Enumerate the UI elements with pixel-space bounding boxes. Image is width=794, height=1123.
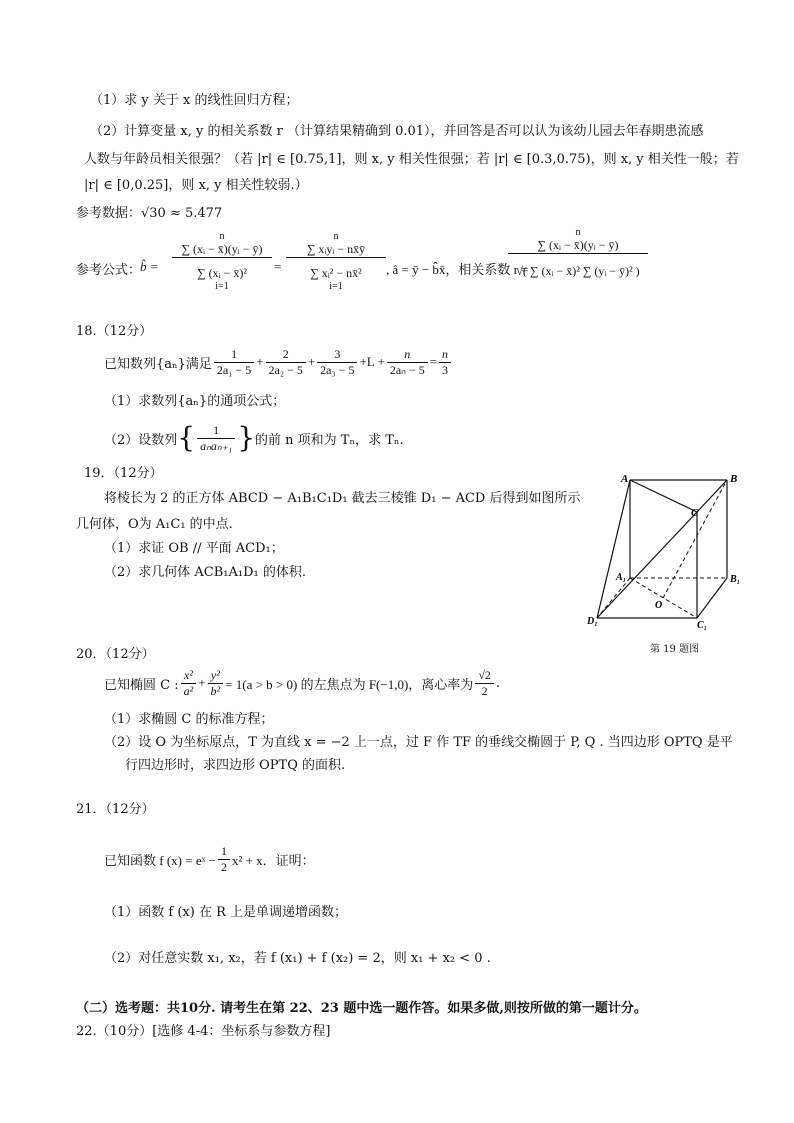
q20-intro-pre: 已知椭圆 C : (104, 677, 179, 693)
ref-a-hat: , â = ȳ − b̂x̄，相关系数 r = (386, 262, 529, 277)
q18-part2-den: aₙaₙ₊₁ (200, 438, 233, 453)
q19-part2: （2）求几何体 ACB₁A₁D₁ 的体积. (104, 565, 307, 580)
q21-intro-post: x² + x．证明： (231, 852, 315, 868)
q20-part1: （1）求椭圆 C 的标准方程； (104, 712, 274, 727)
q19-figure-caption: 第 19 题图 (650, 644, 700, 655)
label-c: C (691, 507, 699, 519)
x2: x² (181, 668, 197, 684)
q21-intro-pre: 已知函数 f (x) = eˣ − (104, 852, 216, 868)
label-a1: A₁ (616, 572, 627, 583)
x2-over-a2 (181, 668, 197, 699)
sum-bottom: i=1 (215, 281, 229, 292)
y2: y² (208, 668, 224, 684)
q19-line1: 将棱长为 2 的正方体 ABCD − A₁B₁C₁D₁ 截去三棱锥 D₁ − ACD 后得到如图所示 (104, 491, 581, 506)
label-c1: C₁ (697, 620, 708, 631)
q20-part2-line2: 行四边形时，求四边形 OPTQ 的面积. (125, 758, 346, 773)
rhs (439, 347, 451, 378)
term-n-num: n (387, 347, 428, 363)
term-1-den: 2a₁ − 5 (216, 362, 252, 377)
q18-part2: （2）设数列 { $\frac{1}{\text{aₙaₙ₊₁}}$ } 的前 n 项和为 Tₙ，求 Tₙ. (104, 421, 404, 454)
sum-top: n (219, 231, 225, 242)
q19-part1: （1）求证 OB // 平面 ACD₁； (104, 541, 284, 556)
ref-formula-label: 参考公式： (76, 263, 142, 278)
rhs-num: n (439, 347, 451, 363)
y2-over-b2 (208, 668, 224, 699)
edge-ac (630, 480, 697, 512)
q20-condition: 已知椭圆 C : $\frac{\text{x²}}{\text{a²}}$ + $\frac{\text{y²}}{\text{b²}}$ = 1(a > b > 0) 的左焦点为 F(−1,0)，离心率为 $\frac{√2}{2}$ . (104, 667, 501, 698)
q21-header: 21．（12分） (76, 802, 155, 817)
segment-ob (663, 480, 727, 598)
q19-geometry-figure (585, 468, 745, 658)
edge-ad1 (597, 480, 630, 618)
eccentricity (475, 668, 494, 699)
section2-heading: （二）选考题：共10分. 请考生在第 22、23 题中选一题作答。如果多做,则按所做的第一题计分。 (76, 1001, 647, 1016)
edge-bc (697, 480, 727, 512)
sum-top: n (575, 227, 581, 238)
q19-header: 19．（12分） (84, 466, 163, 481)
q17-reference-formula (76, 227, 696, 311)
ref-r-fraction (508, 227, 648, 279)
ref-b-fraction-1 (172, 231, 272, 292)
label-b: B (730, 473, 738, 485)
q20-part2-line1: （2）设 O 为坐标原点，T 为直线 x = −2 上一点，过 F 作 TF 的垂线交椭圆于 P, Q . 当四边形 OPTQ 是平 (104, 735, 733, 750)
ref-r-num: ∑ (xᵢ − x̄)(yᵢ − ȳ) (508, 238, 648, 254)
term-n-den: 2aₙ − 5 (389, 362, 425, 377)
q22-header: 22.（10分）[选修 4-4：坐标系与参数方程] (76, 1024, 331, 1039)
ref-b-fraction-2 (286, 231, 386, 292)
term-3-den: 2a₃ − 5 (320, 362, 355, 377)
edge-cd1 (597, 512, 697, 618)
label-o: O (655, 600, 663, 611)
rhs-den: 3 (442, 362, 449, 377)
q17-part2-line1: （2）计算变量 x, y 的相关系数 r （计算结果精确到 0.01），并回答是否可以认为该幼儿园去年春期患流感 (90, 124, 704, 139)
half-den: 2 (220, 859, 227, 874)
half-num: 1 (218, 844, 230, 860)
sum-top: n (333, 231, 339, 242)
q17-reference-data: 参考数据：√30 ≈ 5.477 (76, 206, 223, 221)
half (218, 844, 230, 875)
term-3-num: 3 (317, 347, 357, 363)
label-a: A (621, 473, 629, 485)
edge-c1b1 (697, 578, 727, 618)
q17-part2-line3: |r| ∈ [0,0.25]，则 x, y 相关性较弱.） (84, 178, 308, 193)
q18-part2-post: 的前 n 项和为 Tₙ，求 Tₙ. (255, 432, 404, 448)
term-1 (214, 347, 254, 378)
q18-part2-pre: （2）设数列 (104, 432, 178, 448)
sum-bottom: i=1 (329, 281, 343, 292)
equals-sign: = (274, 259, 282, 274)
q20-intro-mid: = 1(a > b > 0) 的左焦点为 F(−1,0)，离心率为 (225, 676, 474, 692)
label-b1: B₁ (730, 574, 741, 585)
term-2-num: 2 (266, 347, 306, 363)
ellipsis: +L + (359, 354, 385, 369)
q17-part1: （1）求 y 关于 x 的线性回归方程； (90, 93, 299, 108)
q21-part1: （1）函数 f (x) 在 R 上是单调递增函数； (104, 905, 348, 920)
q21-condition (104, 840, 315, 878)
q17-part2-line2: 人数与年龄员相关很强？（若 |r| ∈ [0.75,1]，则 x, y 相关性很强；若 |r| ∈ [0.3,0.75)，则 x, y 相关性一般；若 (84, 152, 739, 167)
q18-header: 18.（12分） (76, 324, 153, 339)
q18-part1: （1）求数列{aₙ}的通项公式； (104, 394, 286, 409)
term-3 (317, 347, 357, 378)
ecc-den: 2 (481, 683, 488, 698)
q20-intro-end: . (495, 675, 501, 691)
ref-b-den2: ∑ xᵢ² − nx̄² (310, 266, 362, 280)
b2: b² (210, 683, 221, 698)
term-2-den: 2a₂ − 5 (268, 362, 303, 377)
q20-header: 20．（12分） (76, 647, 155, 662)
q18-part2-num: 1 (197, 423, 235, 439)
q19-line2: 几何体，O为 A₁C₁ 的中点. (76, 517, 233, 532)
term-1-num: 1 (214, 347, 254, 363)
ecc-num: √2 (475, 668, 494, 684)
q18-intro: 已知数列{aₙ}满足 (104, 356, 212, 372)
ref-b-den1: ∑ (xᵢ − x̄)² (197, 266, 247, 280)
term-n (387, 347, 428, 378)
ref-b-hat: b̂ = (140, 259, 159, 274)
a2: a² (183, 683, 194, 698)
q18-condition: 已知数列{aₙ}满足 $\frac{1}{\text{2a₁ − 5}}$ + $\frac{2}{\text{2a₂ − 5}}$ + $\frac{3}{\text{2a₃ − 5}}$ +L + $\frac{n}{\text{2aₙ − 5}}$ = $\frac{n}{3}$ (104, 344, 453, 380)
ref-b-num1: ∑ (xᵢ − x̄)(yᵢ − ȳ) (172, 242, 272, 258)
ref-b-num2: ∑ xᵢyᵢ − nx̄ȳ (286, 242, 386, 258)
term-2 (266, 347, 306, 378)
q18-part2-fraction (197, 423, 235, 454)
ref-r-den: √( ∑ (xᵢ − x̄)² ∑ (yᵢ − ȳ)² ) (516, 264, 640, 278)
q21-part2: （2）对任意实数 x₁, x₂，若 f (x₁) + f (x₂) = 2，则 x₁ + x₂ < 0 . (104, 951, 491, 966)
label-d1: D₁ (587, 616, 598, 627)
